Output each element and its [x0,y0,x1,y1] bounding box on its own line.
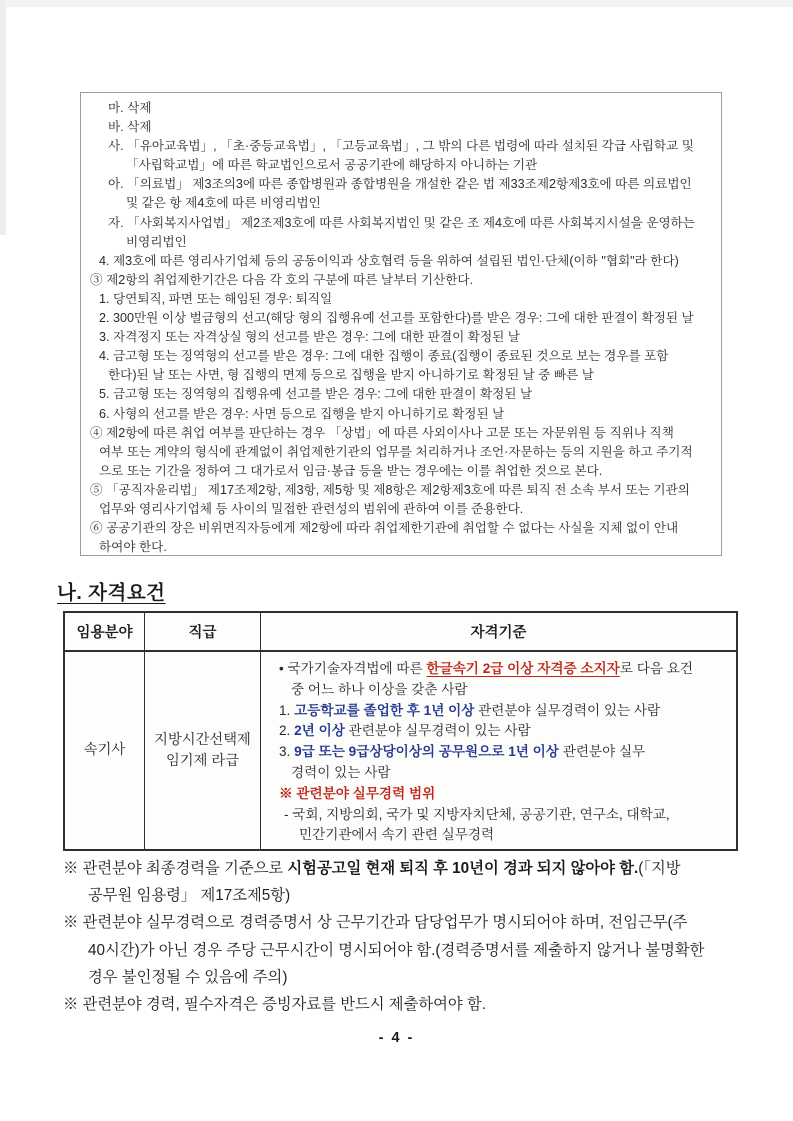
text-line: 3. 9급 또는 9급상당이상의 공무원으로 1년 이상 관련분야 실무 [279,744,646,760]
text-line: 1. 고등학교를 졸업한 후 1년 이상 관련분야 실무경력이 있는 사람 [279,702,661,718]
text-line: 5. 금고형 또는 징역형의 집행유예 선고를 받은 경우: 그에 대한 판결이 확정된 날 [99,387,533,402]
text-line: ※ 관련분야 경력, 필수자격은 증빙자료를 반드시 제출하여야 함. [63,996,486,1014]
criteria-cell [261,652,736,849]
page-number: - 4 - [378,1030,415,1046]
text-line: 2. 300만원 이상 벌금형의 선고(해당 형의 집행유예 선고를 포함한다)를 받은 경우: 그에 대한 판결이 확정된 날 [99,311,694,326]
qualification-table [63,611,738,851]
notes-section [63,855,753,1018]
text-line: 「사립학교법」에 따른 학교법인으로서 공공기관에 해당하지 아니하는 기관 [126,158,538,173]
text-line: ④ 제2항에 따른 취업 여부를 판단하는 경우 「상법」에 따른 사외이사나 고문 또는 자문위원 등 직위나 직책 [90,425,674,440]
text-line: 사. 「유아교육법」, 「초·중등교육법」, 「고등교육법」, 그 밖의 다른 법령에 따라 설치된 각급 사립학교 및 [108,139,694,154]
text-line: ⑤ 「공직자윤리법」 제17조제2항, 제3항, 제5항 및 제8항은 제2항제3호에 따른 퇴직 전 소속 부서 또는 기관의 [90,482,690,497]
text-line: • 국가기술자격법에 따른 한글속기 2급 이상 자격증 소지자로 다음 요건 [279,661,694,676]
text-line: 바. 삭제 [108,120,152,135]
text-line: 으로 또는 기간을 정하여 그 대가로서 임금·봉급 등을 받는 경우에는 이를 취업한 것으로 본다. [99,463,603,478]
text-line: - 국회, 지방의회, 국가 및 지방자치단체, 공공기관, 연구소, 대학교, [284,806,670,822]
text-line: 경우 불인정될 수 있음에 주의) [88,968,288,986]
text-line: 2. 2년 이상 관련분야 실무경력이 있는 사람 [279,723,531,739]
text-line: 중 어느 하나 이상을 갖춘 사람 [291,681,468,697]
text-line: 여부 또는 계약의 형식에 관계없이 취업제한기관의 업무를 처리하거나 조언·자문하는 등의 지원을 하고 주기적 [99,444,693,459]
text-line: 하여야 한다. [99,540,167,555]
col-header-criteria: 자격기준 [470,625,527,641]
text-line: 공무원 임용령」 제17조제5항) [88,887,291,905]
text-line: 1. 당연퇴직, 파면 또는 해임된 경우: 퇴직일 [99,291,333,306]
text-line: ※ 관련분야 실무경력 범위 [279,785,436,801]
text-line: 업무와 영리사기업체 등 사이의 밀접한 관련성의 범위에 관하여 이를 준용한다. [99,501,524,516]
section-heading: 나. 자격요건 [57,582,166,604]
text-line: 40시간)가 아닌 경우 주당 근무시간이 명시되어야 함.(경력증명서를 제출하지 않거나 불명확한 [88,941,705,959]
rank-line-2: 임기제 라급 [165,752,240,769]
text-line: ③ 제2항의 취업제한기간은 다음 각 호의 구분에 따른 날부터 기산한다. [90,272,474,287]
text-line: 마. 삭제 [108,101,152,115]
text-line: 4. 제3호에 따른 영리사기업체 등의 공동이익과 상호협력 등을 위하여 설립된 법인·단체(이하 "협회"라 한다) [99,253,679,268]
text-line: 자. 「사회복지사업법」 제2조제3호에 따른 사회복지법인 및 같은 조 제4호에 따른 사회복지시설을 운영하는 [108,215,695,230]
text-line: 한다)된 날 또는 사면, 형 집행의 면제 등으로 집행을 받지 아니하기로 확정된 날 중 빠른 날 [108,368,594,383]
rank-line-1: 지방시간선택제 [154,731,251,748]
table-row [65,652,736,849]
text-line: 및 같은 항 제4호에 따른 비영리법인 [126,196,321,211]
text-line: 비영리법인 [126,234,187,249]
scan-artifact-left [0,0,6,235]
text-line: 민간기관에서 속기 관련 실무경력 [299,827,495,843]
table-header-row [65,613,736,652]
text-line: 6. 사형의 선고를 받은 경우: 사면 등으로 집행을 받지 아니하기로 확정된 날 [99,406,505,421]
text-line: 3. 자격정지 또는 자격상실 형의 선고를 받은 경우: 그에 대한 판결이 확정된 날 [99,330,520,345]
field-cell [65,652,145,849]
text-line: ⑥ 공공기관의 장은 비위면직자등에게 제2항에 따라 취업제한기관에 취업할 수 없다는 사실을 지체 없이 안내 [90,521,679,536]
scan-artifact-top [0,0,793,7]
col-header-field: 임용분야 [65,613,145,650]
text-line: ※ 관련분야 실무경력으로 경력증명서 상 근무기간과 담당업무가 명시되어야 하며, 전임근무(주 [63,914,688,932]
text-line: 아. 「의료법」 제3조의3에 따른 종합병원과 종합병원을 개설한 같은 법 제33조제2항제3호에 따른 의료법인 [108,177,692,192]
text-line: ※ 관련분야 최종경력을 기준으로 시험공고일 현재 퇴직 후 10년이 경과 되지 않아야 함.(「지방 [63,860,681,877]
legal-text-box [80,92,722,556]
col-header-rank: 직급 [145,613,261,650]
field-value: 속기사 [83,742,126,758]
rank-cell [145,652,261,849]
text-line: 경력이 있는 사람 [291,764,391,780]
text-line: 4. 금고형 또는 징역형의 선고를 받은 경우: 그에 대한 집행이 종료(집행이 종료된 것으로 보는 경우를 포함 [99,349,669,364]
